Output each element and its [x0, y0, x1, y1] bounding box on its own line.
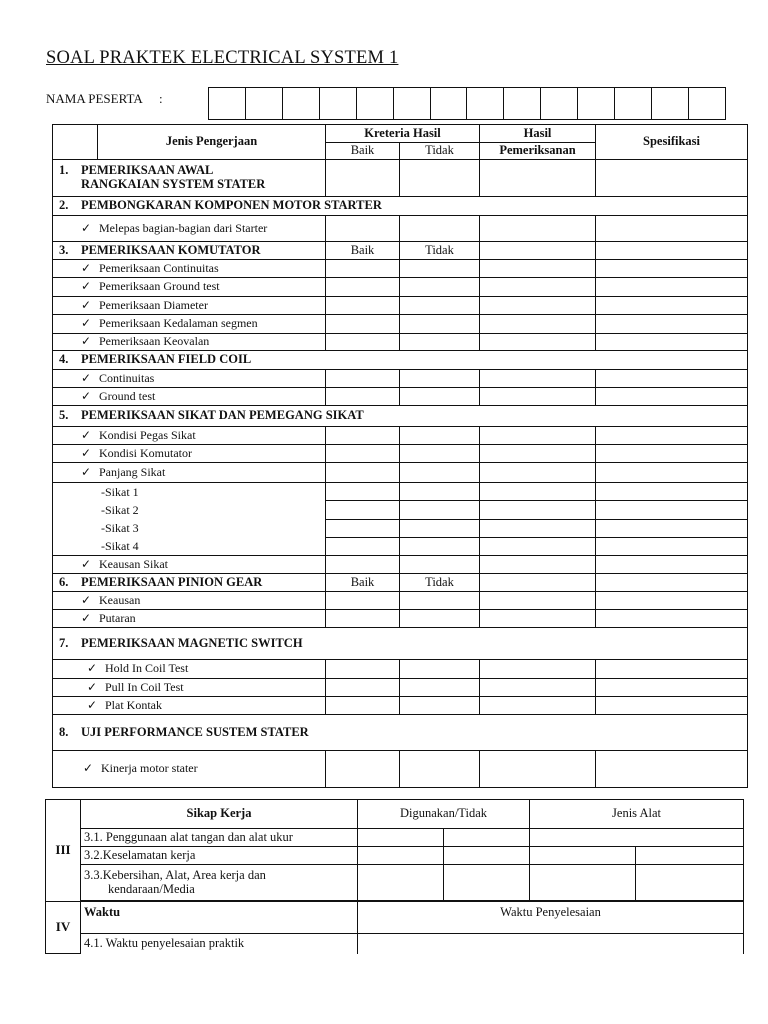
name-box[interactable]	[245, 88, 282, 120]
cell[interactable]	[480, 260, 596, 278]
cell[interactable]	[480, 463, 596, 483]
cell[interactable]	[400, 660, 480, 679]
check-icon: ✓	[81, 334, 92, 349]
cell[interactable]	[480, 556, 596, 574]
cell[interactable]	[480, 697, 596, 715]
list-item: ✓ Pemeriksaan Continuitas	[53, 260, 326, 278]
waktu-header: Waktu	[81, 902, 358, 934]
section-3-baik: Baik	[326, 242, 400, 260]
sikat-4: -Sikat 4	[101, 539, 139, 553]
cell[interactable]	[400, 278, 480, 297]
cell[interactable]	[636, 847, 744, 865]
cell[interactable]	[400, 445, 480, 463]
header-tidak: Tidak	[400, 143, 480, 160]
section-5: 5. PEMERIKSAAN SIKAT DAN PEMEGANG SIKAT	[53, 406, 748, 427]
cell[interactable]	[400, 537, 480, 555]
cell[interactable]	[326, 483, 400, 501]
cell[interactable]	[480, 370, 596, 388]
cell[interactable]	[636, 865, 744, 901]
cell[interactable]	[596, 463, 748, 483]
nama-peserta-boxes[interactable]	[208, 87, 726, 120]
list-item: ✓ Continuitas	[53, 370, 326, 388]
section-1: 1. PEMERIKSAAN AWAL RANGKAIAN SYSTEM STATER	[53, 160, 326, 197]
list-item: ✓ Hold In Coil Test	[53, 660, 326, 679]
header-hasil: Hasil	[480, 125, 596, 143]
cell[interactable]	[480, 501, 596, 519]
cell[interactable]	[480, 334, 596, 351]
cell[interactable]	[596, 556, 748, 574]
section-8: 8. UJI PERFORMANCE SUSTEM STATER	[53, 715, 748, 751]
cell[interactable]	[480, 483, 596, 501]
section-3-tidak: Tidak	[400, 242, 480, 260]
name-box[interactable]	[319, 88, 356, 120]
cell[interactable]	[480, 160, 596, 197]
list-item: ✓ Pemeriksaan Keovalan	[53, 334, 326, 351]
cell[interactable]	[444, 847, 530, 865]
cell[interactable]	[480, 216, 596, 242]
cell[interactable]	[326, 660, 400, 679]
cell[interactable]	[480, 445, 596, 463]
name-box[interactable]	[504, 88, 541, 120]
row-4-1: 4.1. Waktu penyelesaian praktik	[81, 934, 358, 954]
list-item: ✓ Plat Kontak	[53, 697, 326, 715]
cell[interactable]	[596, 574, 748, 592]
cell[interactable]	[326, 556, 400, 574]
cell[interactable]	[400, 501, 480, 519]
cell[interactable]	[326, 427, 400, 445]
name-box[interactable]	[578, 88, 615, 120]
cell[interactable]	[596, 501, 748, 519]
cell[interactable]	[596, 160, 748, 197]
jenis-alat-header: Jenis Alat	[530, 800, 744, 829]
cell[interactable]	[326, 519, 400, 537]
cell[interactable]	[326, 297, 400, 315]
section-6: 6. PEMERIKSAAN PINION GEAR	[53, 574, 326, 592]
name-box[interactable]	[356, 88, 393, 120]
list-item: ✓ Kondisi Komutator	[53, 445, 326, 463]
cell[interactable]	[596, 483, 748, 501]
cell[interactable]	[400, 463, 480, 483]
section-2: 2. PEMBONGKARAN KOMPONEN MOTOR STARTER	[53, 197, 748, 216]
cell[interactable]	[326, 370, 400, 388]
cell[interactable]	[326, 278, 400, 297]
cell[interactable]	[358, 865, 444, 901]
list-item: ✓ Pull In Coil Test	[53, 679, 326, 697]
cell[interactable]	[400, 679, 480, 697]
check-icon: ✓	[81, 297, 92, 312]
header-kreteria: Kreteria Hasil	[326, 125, 480, 143]
check-icon: ✓	[87, 697, 98, 712]
cell[interactable]	[400, 556, 480, 574]
check-icon: ✓	[81, 370, 92, 385]
cell[interactable]	[596, 242, 748, 260]
cell[interactable]	[480, 519, 596, 537]
row-3-2: 3.2.Keselamatan kerja	[81, 847, 358, 865]
cell[interactable]	[480, 297, 596, 315]
header-pemeriksanan: Pemeriksanan	[480, 143, 596, 160]
check-icon: ✓	[81, 260, 92, 275]
cell[interactable]	[400, 519, 480, 537]
cell[interactable]	[596, 660, 748, 679]
name-box[interactable]	[652, 88, 689, 120]
check-icon: ✓	[81, 556, 92, 571]
check-icon: ✓	[81, 427, 92, 442]
cell[interactable]	[326, 315, 400, 334]
sikap-kerja-table	[45, 799, 744, 954]
name-box[interactable]	[467, 88, 504, 120]
cell[interactable]	[326, 751, 400, 788]
item-melepas: ✓ Melepas bagian-bagian dari Starter	[53, 216, 326, 242]
cell[interactable]	[326, 697, 400, 715]
check-icon: ✓	[81, 316, 92, 331]
cell[interactable]	[326, 537, 400, 555]
cell[interactable]	[596, 537, 748, 555]
cell[interactable]	[400, 751, 480, 788]
name-box[interactable]	[209, 88, 246, 120]
row-3-3: 3.3.Kebersihan, Alat, Area kerja dan kendaraan/Media	[81, 865, 358, 901]
cell[interactable]	[400, 388, 480, 406]
cell[interactable]	[596, 370, 748, 388]
sikat-list	[53, 483, 326, 556]
list-item: ✓ Keausan	[53, 592, 326, 610]
cell[interactable]	[326, 388, 400, 406]
cell[interactable]	[480, 679, 596, 697]
cell[interactable]	[480, 610, 596, 628]
name-box[interactable]	[282, 88, 319, 120]
list-item: ✓ Pemeriksaan Ground test	[53, 278, 326, 297]
cell[interactable]	[596, 610, 748, 628]
header-blank	[53, 125, 98, 160]
row-3-1: 3.1. Penggunaan alat tangan dan alat ukur	[81, 829, 358, 847]
cell[interactable]	[530, 865, 636, 901]
sikap-kerja-header: Sikap Kerja	[81, 800, 358, 829]
cell[interactable]	[326, 501, 400, 519]
cell[interactable]	[326, 445, 400, 463]
section-6-tidak: Tidak	[400, 574, 480, 592]
inspection-table	[52, 124, 748, 788]
cell[interactable]	[596, 334, 748, 351]
list-item: ✓ Putaran	[53, 610, 326, 628]
cell[interactable]	[400, 260, 480, 278]
cell[interactable]	[358, 847, 444, 865]
cell[interactable]	[400, 483, 480, 501]
page-title: SOAL PRAKTEK ELECTRICAL SYSTEM 1	[46, 48, 399, 68]
cell[interactable]	[400, 297, 480, 315]
check-icon: ✓	[87, 661, 98, 676]
name-box[interactable]	[430, 88, 467, 120]
name-box[interactable]	[393, 88, 430, 120]
cell[interactable]	[326, 610, 400, 628]
cell[interactable]	[400, 315, 480, 334]
cell[interactable]	[480, 278, 596, 297]
cell[interactable]	[326, 463, 400, 483]
cell[interactable]	[596, 751, 748, 788]
check-icon: ✓	[81, 592, 92, 607]
list-item: ✓ Pemeriksaan Diameter	[53, 297, 326, 315]
cell[interactable]	[480, 751, 596, 788]
cell[interactable]	[596, 388, 748, 406]
list-item: ✓ Kinerja motor stater	[53, 751, 326, 788]
cell[interactable]	[400, 610, 480, 628]
section-4: 4. PEMERIKSAAN FIELD COIL	[53, 351, 748, 370]
cell[interactable]	[596, 260, 748, 278]
cell[interactable]	[358, 934, 744, 954]
check-icon: ✓	[81, 610, 92, 625]
header-spesifikasi: Spesifikasi	[596, 125, 748, 160]
name-box[interactable]	[615, 88, 652, 120]
cell[interactable]	[400, 216, 480, 242]
cell[interactable]	[530, 847, 636, 865]
cell[interactable]	[444, 865, 530, 901]
waktu-penyelesaian-header: Waktu Penyelesaian	[358, 902, 744, 934]
list-item: ✓ Keausan Sikat	[53, 556, 326, 574]
cell[interactable]	[358, 829, 444, 847]
cell[interactable]	[480, 592, 596, 610]
cell[interactable]	[596, 519, 748, 537]
cell[interactable]	[326, 334, 400, 351]
check-icon: ✓	[81, 220, 92, 235]
roman-iii: III	[46, 800, 81, 902]
section-6-baik: Baik	[326, 574, 400, 592]
header-jenis: Jenis Pengerjaan	[98, 125, 326, 160]
cell[interactable]	[596, 315, 748, 334]
list-item: ✓ Pemeriksaan Kedalaman segmen	[53, 315, 326, 334]
digunakan-header: Digunakan/Tidak	[358, 800, 530, 829]
sikat-2: -Sikat 2	[101, 503, 139, 517]
check-icon: ✓	[81, 388, 92, 403]
roman-iv: IV	[46, 902, 81, 954]
check-icon: ✓	[87, 679, 98, 694]
list-item: ✓ Ground test	[53, 388, 326, 406]
nama-peserta-label: NAMA PESERTA :	[46, 91, 163, 106]
cell[interactable]	[596, 427, 748, 445]
check-icon: ✓	[83, 761, 94, 776]
sikat-3: -Sikat 3	[101, 521, 139, 535]
cell[interactable]	[596, 216, 748, 242]
cell[interactable]	[400, 427, 480, 445]
cell[interactable]	[530, 829, 744, 847]
cell[interactable]	[400, 160, 480, 197]
cell[interactable]	[596, 278, 748, 297]
section-3: 3. PEMERIKSAAN KOMUTATOR	[53, 242, 326, 260]
cell[interactable]	[596, 679, 748, 697]
cell[interactable]	[480, 315, 596, 334]
cell[interactable]	[400, 370, 480, 388]
check-icon: ✓	[81, 279, 92, 294]
name-box[interactable]	[688, 88, 725, 120]
cell[interactable]	[326, 216, 400, 242]
list-item: ✓ Kondisi Pegas Sikat	[53, 427, 326, 445]
cell[interactable]	[480, 388, 596, 406]
name-box[interactable]	[541, 88, 578, 120]
cell[interactable]	[596, 592, 748, 610]
cell[interactable]	[480, 242, 596, 260]
cell[interactable]	[480, 537, 596, 555]
cell[interactable]	[326, 679, 400, 697]
list-item: ✓ Panjang Sikat	[53, 463, 326, 483]
cell[interactable]	[596, 697, 748, 715]
cell[interactable]	[480, 660, 596, 679]
cell[interactable]	[596, 445, 748, 463]
cell[interactable]	[326, 160, 400, 197]
cell[interactable]	[400, 334, 480, 351]
check-icon: ✓	[81, 445, 92, 460]
check-icon: ✓	[81, 464, 92, 479]
cell[interactable]	[326, 592, 400, 610]
cell[interactable]	[400, 697, 480, 715]
cell[interactable]	[400, 592, 480, 610]
cell[interactable]	[596, 297, 748, 315]
sikat-1: -Sikat 1	[101, 485, 139, 499]
header-baik: Baik	[326, 143, 400, 160]
cell[interactable]	[480, 574, 596, 592]
cell[interactable]	[444, 829, 530, 847]
section-7: 7. PEMERIKSAAN MAGNETIC SWITCH	[53, 628, 748, 660]
cell[interactable]	[326, 260, 400, 278]
cell[interactable]	[480, 427, 596, 445]
